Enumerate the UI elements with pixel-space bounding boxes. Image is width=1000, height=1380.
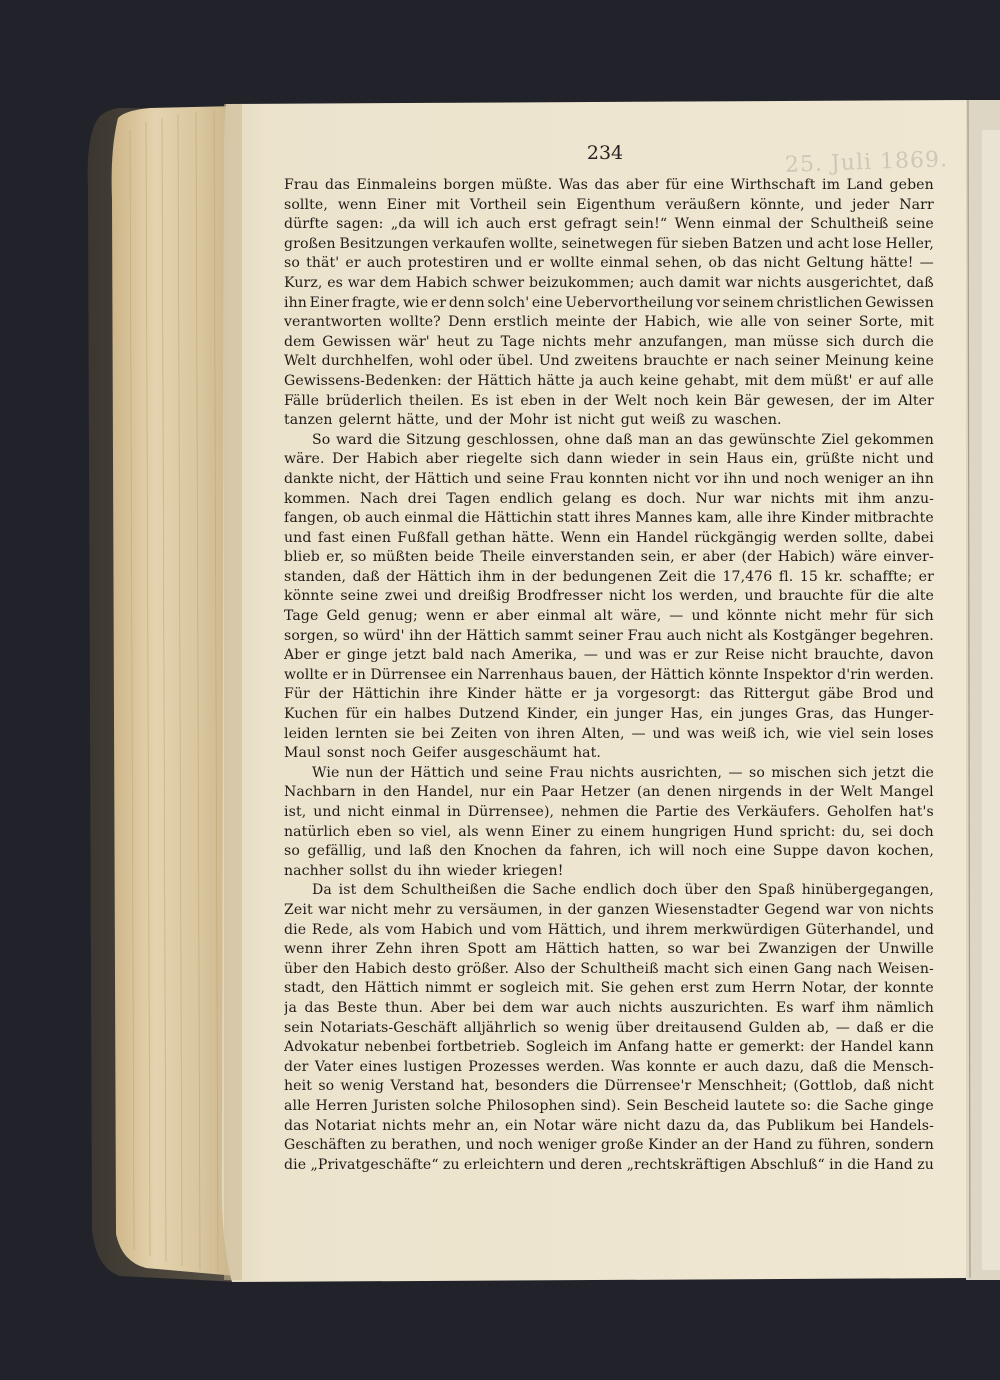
text-line: könnte seine zwei und dreißig Brodfresser nicht los werden, und brauchte für die alte xyxy=(284,588,934,605)
text-line: dem Gewissen wär' heut zu Tage nichts mehr anzufangen, man müsse sich durch die xyxy=(284,333,934,350)
text-line: Für der Hättichin ihre Kinder hätte er ja vorgesorgt: das Rittergut gäbe Brod und xyxy=(284,686,934,703)
text-line: Frau das Einmaleins borgen müßte. Was das aber für eine Wirthschaft im Land geben xyxy=(284,177,934,193)
text-line: so gefällig, und laß den Knochen da fahren, ich will noch eine Suppe davon kochen, xyxy=(284,843,934,860)
text-line: Tage Geld genug; wenn er aber einmal alt wäre, — und könnte nicht mehr für sich xyxy=(284,608,934,625)
text-line: Maul sonst noch Geifer ausgeschäumt hat. xyxy=(284,745,602,762)
text-line: fangen, ob auch einmal die Hättichin statt ihres Mannes kam, alle ihre Kinder mitbrachte xyxy=(284,510,934,527)
text-line: Gewissens-Bedenken: der Hättich hätte ja auch keine gehabt, mit dem müßt' er auf alle xyxy=(284,372,934,389)
text-line: Welt durchhelfen, wohl oder übel. Und zweitens brauchte er nach seiner Meinung keine xyxy=(284,353,934,370)
page-gutter-shadow xyxy=(224,104,242,1280)
text-line: die „Privatgeschäfte“ zu erleichtern und deren „rechtskräftigen Abschluß“ in die Hand zu xyxy=(284,1156,934,1173)
text-line: großen Besitzungen verkaufen wollte, seinetwegen für sieben Batzen und acht lose Heller, xyxy=(284,235,934,252)
text-line: wenn ihrer Zehn ihren Spott am Hättich hatten, so war bei Zwanzigen der Unwille xyxy=(284,941,934,958)
text-line: wäre. Der Habich aber riegelte sich dann wieder in sein Haus ein, grüßte nicht und xyxy=(284,451,934,468)
next-page-strip xyxy=(982,130,1000,1270)
text-line: das Notariat nichts mehr an, ein Notar wäre nicht dazu da, das Publikum bei Handels- xyxy=(284,1117,934,1134)
text-line: sollte, wenn Einer mit Vortheil sein Eigenthum veräußern könnte, und jeder Narr xyxy=(284,196,934,213)
text-line: der Vater eines lustigen Prozesses werden. Was konnte er auch dazu, daß die Mensch- xyxy=(284,1058,934,1075)
text-line: die Rede, als vom Habich und vom Hättich, und ihrem merkwürdigen Güterhandel, und xyxy=(284,921,934,938)
text-line: stadt, den Hättich nimmt er sogleich mit. Sie gehen erst zum Herrn Notar, der konnte xyxy=(284,980,934,997)
text-line: nachher sollst du ihn wieder kriegen! xyxy=(284,862,564,879)
text-line: so thät' er auch protestiren und er wollte einmal sehen, ob das nicht Geltung hätte! — xyxy=(284,255,934,272)
text-line: Da ist dem Schultheißen die Sache endlich doch über den Spaß hinübergegangen, xyxy=(312,882,934,899)
text-line: ja das Beste thun. Aber bei dem war auch nichts auszurichten. Es warf ihm nämlich xyxy=(284,999,934,1016)
body-text xyxy=(284,176,934,1175)
text-line: Kurz, es war dem Habich schwer beizukommen; auch damit war nichts ausgerichtet, daß xyxy=(284,274,934,291)
text-line: standen, daß der Hättich ihm in der bedungenen Zeit die 17,476 fl. 15 kr. schaffte; er xyxy=(284,568,934,585)
text-line: Fälle brüderlich theilen. Es ist eben in der Welt noch kein Bär gewesen, der im Alter xyxy=(284,392,934,409)
text-line: Aber er ginge jetzt bald nach Amerika, — und was er zur Reise nicht brauchte, davon xyxy=(284,647,934,664)
page-number: 234 xyxy=(586,142,624,164)
text-line: alle Herren Juristen solche Philosophen sind). Sein Bescheid lautete so: die Sache ginge xyxy=(284,1097,934,1114)
text-line: Wie nun der Hättich und seine Frau nichts ausrichten, — so mischen sich jetzt die xyxy=(312,764,934,781)
text-line: So ward die Sitzung geschlossen, ohne daß man an das gewünschte Ziel gekommen xyxy=(312,431,934,448)
text-line: natürlich eben so viel, als wenn Einer zu einem hungrigen Hund spricht: du, sei doch xyxy=(284,823,934,840)
text-line: Geschäften zu berathen, und noch weniger große Kinder an der Hand zu führen, sondern xyxy=(284,1137,934,1154)
text-line: heit so wenig Verstand hat, besonders die Dürrensee'r Menschheit; (Gottlob, daß nicht xyxy=(284,1078,934,1095)
text-line: sein Notariats-Geschäft alljährlich so wenig über dreitausend Gulden ab, — daß er die xyxy=(284,1019,934,1036)
text-line: kommen. Nach drei Tagen endlich gelang es doch. Nur war nichts mit ihm anzu- xyxy=(284,490,934,507)
text-line: und fast einen Fußfall gethan hätte. Wenn ein Handel rückgängig werden sollte, dabei xyxy=(284,529,934,546)
text-line: blieb er, so müßten beide Theile einverstanden sein, er aber (der Habich) wäre einver- xyxy=(284,549,934,566)
text-line: dankte nicht, der Hättich und seine Frau konnten nicht vor ihn und noch weniger an ihn xyxy=(284,470,934,487)
text-line: ist, und nicht einmal in Dürrensee), nehmen die Partie des Verkäufers. Geholfen hat's xyxy=(284,804,934,820)
text-line: Advokatur nebenbei fortbetrieb. Sogleich im Anfang hatte er gemerkt: der Handel kann xyxy=(284,1039,934,1056)
text-line: dürfte sagen: „da will ich auch erst gefragt sein!“ Wenn einmal der Schultheiß seine xyxy=(284,216,934,233)
show-through-stamp: 25. Juli 1869. xyxy=(784,147,949,178)
text-line: ihn Einer fragte, wie er denn solch' eine Uebervortheilung vor seinem christlichen Gewissen xyxy=(284,294,934,311)
text-line: wollte er in Dürrensee ein Narrenhaus bauen, der Hättich könnte Inspektor d'rin werden. xyxy=(284,666,934,683)
text-line: leiden lernten sie bei Zeiten von ihren Alten, — und was weiß ich, wie viel sein loses xyxy=(284,725,934,742)
text-line: Zeit war nicht mehr zu versäumen, in der ganzen Wiesenstadter Gegend war von nichts xyxy=(284,901,934,918)
text-line: Nachbarn in den Handel, nur ein Paar Hetzer (an denen nirgends in der Welt Mangel xyxy=(284,784,934,801)
text-line: tanzen gelernt hätte, und der Mohr ist nicht gut weiß zu waschen. xyxy=(284,412,782,429)
text-line: Kuchen für ein halbes Dutzend Kinder, ein junger Has, ein junges Gras, das Hunger- xyxy=(284,706,934,723)
text-line: über den Habich desto größer. Also der Schultheiß macht sich einen Gang nach Weisen- xyxy=(284,960,934,977)
text-line: verantworten wollte? Denn erstlich meinte der Habich, wie alle von seiner Sorte, mit xyxy=(284,314,934,331)
text-line: sorgen, so würd' ihn der Hättich sammt seiner Frau auch nicht als Kostgänger begehren. xyxy=(284,627,934,644)
